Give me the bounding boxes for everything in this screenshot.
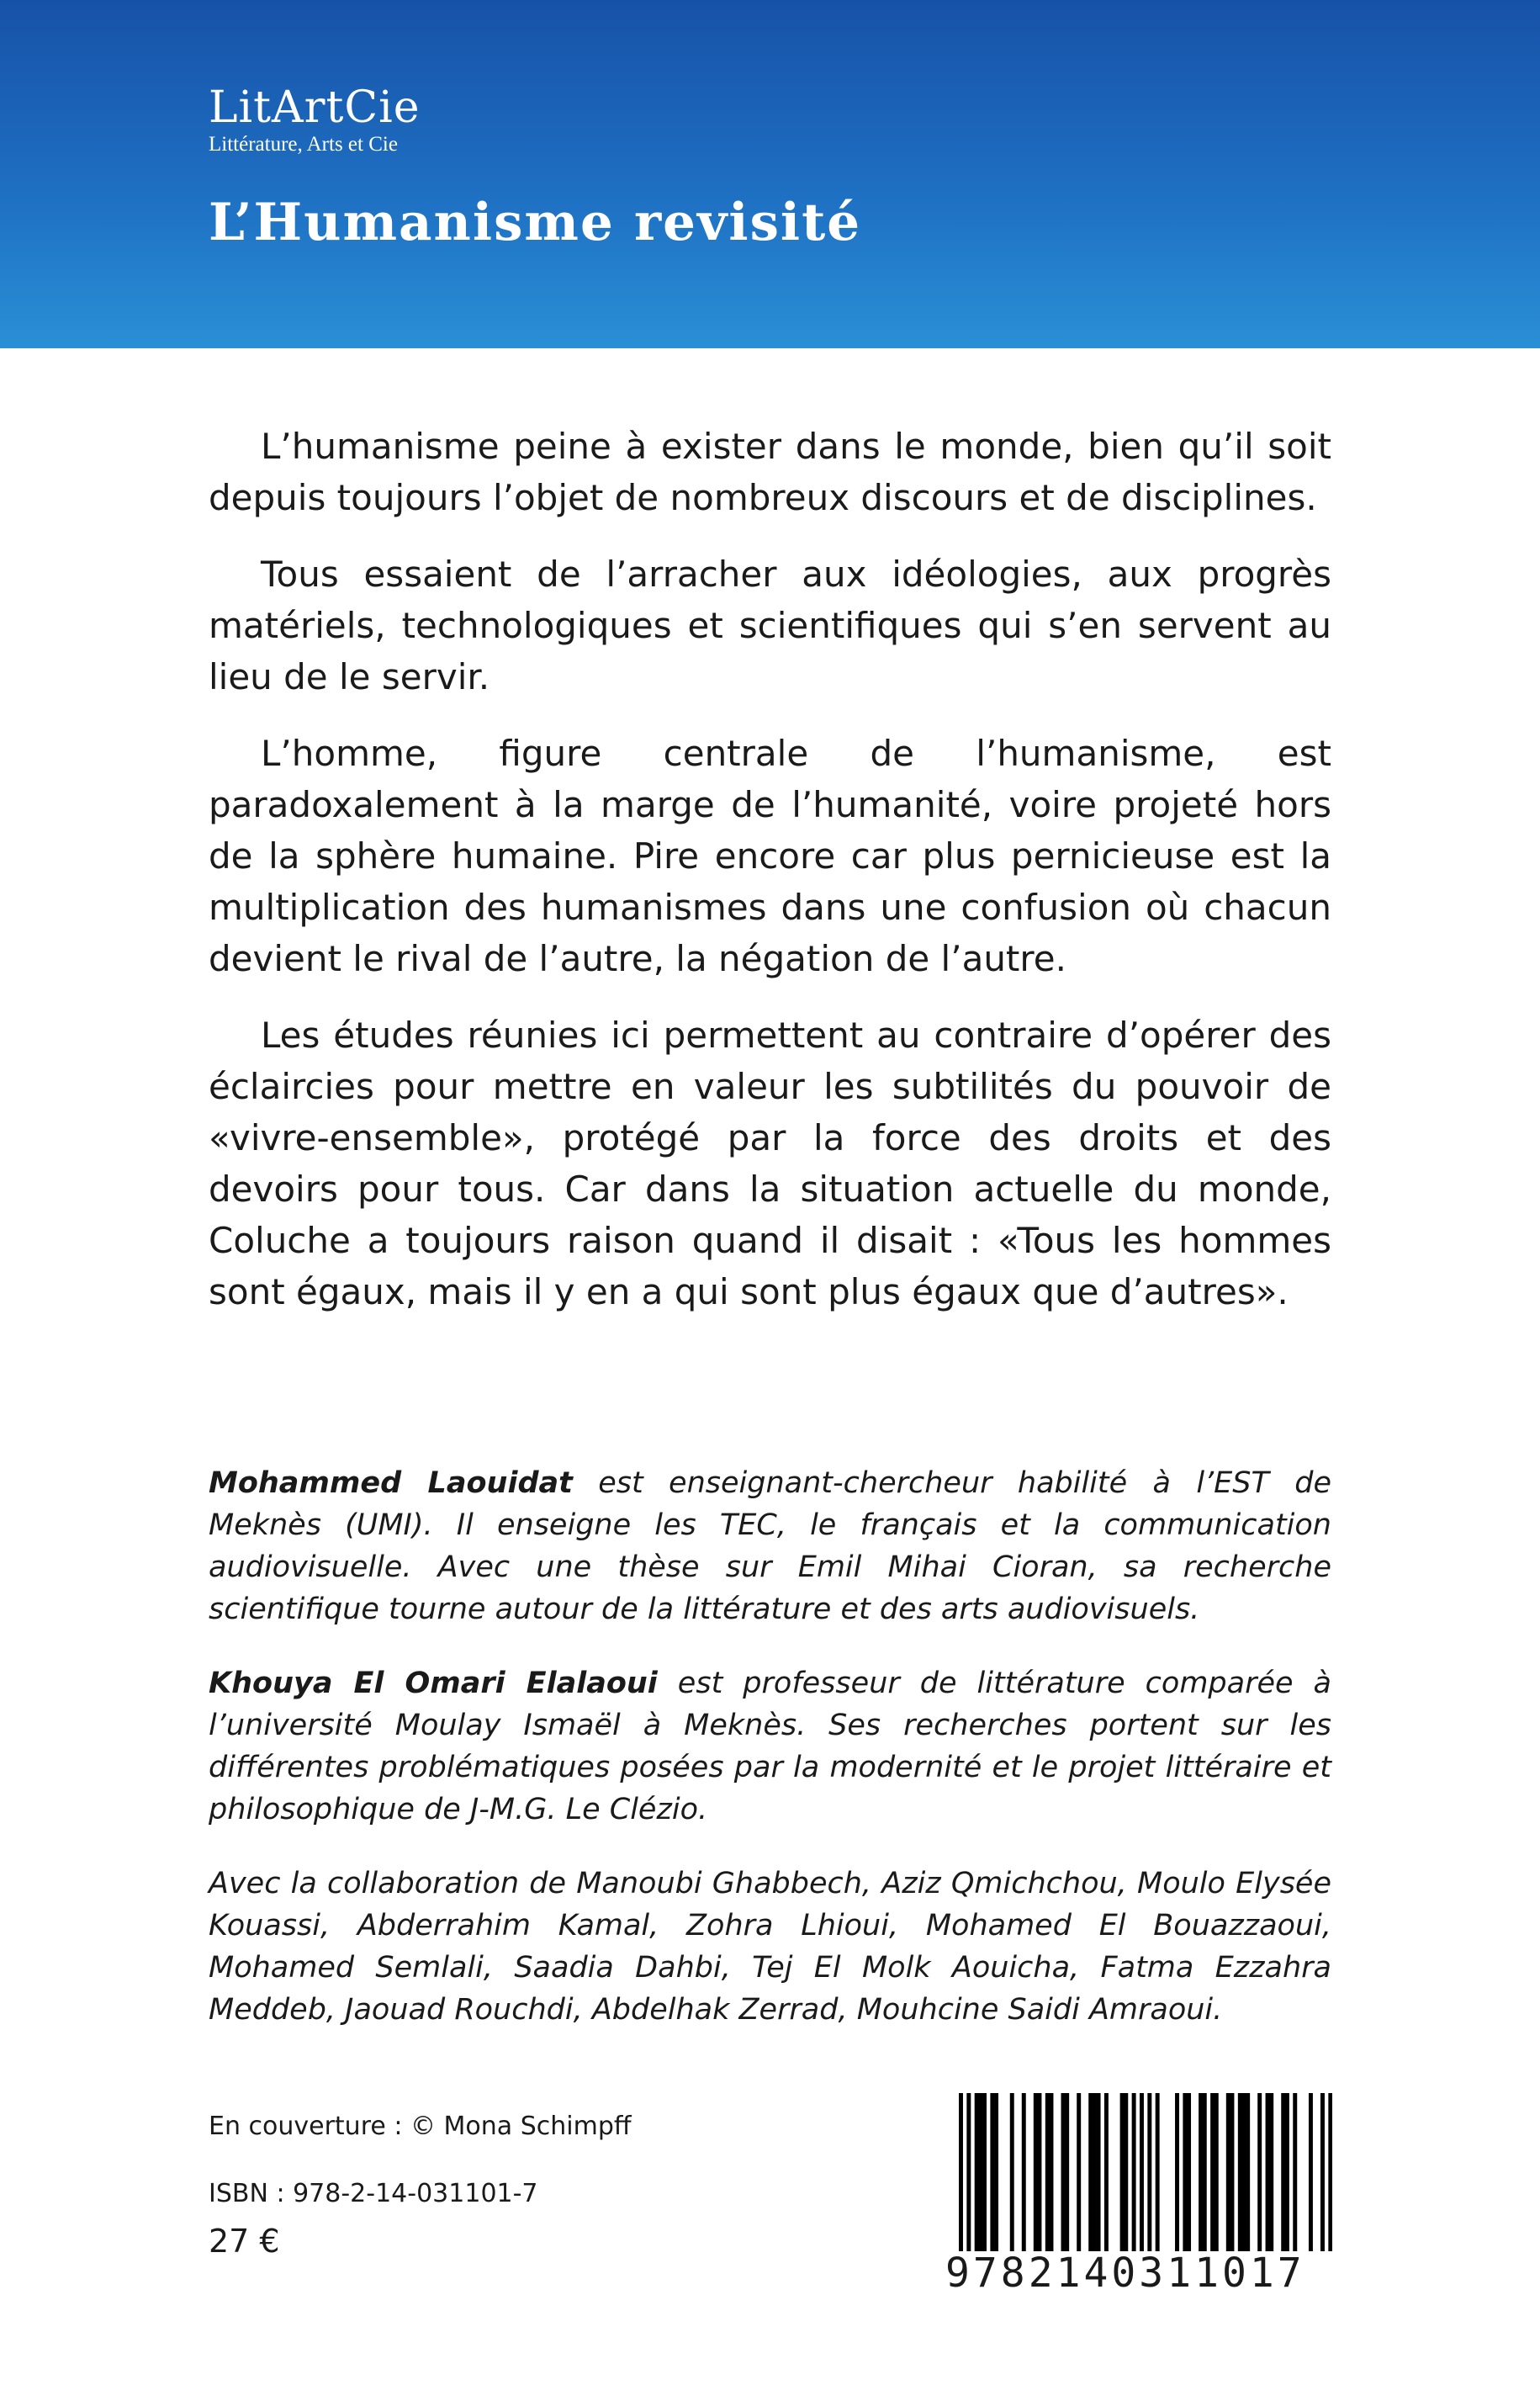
barcode-bar [1203,2093,1207,2251]
barcode-bar [1199,2093,1203,2251]
barcode-bar [1281,2093,1285,2251]
barcode-bar [1266,2093,1270,2251]
barcode-bar [1156,2093,1160,2251]
barcode-bar [1022,2093,1026,2251]
publisher-tagline: Littérature, Arts et Cie [209,133,398,156]
barcode-bar [1045,2093,1050,2251]
barcode-bar [1010,2093,1014,2251]
barcode-bar [1077,2093,1081,2251]
barcode-bar [1293,2093,1297,2251]
book-title: L’Humanisme revisité [209,193,862,252]
author-name: Khouya El Omari Elalaoui [209,1667,658,1700]
author-description: est enseignant-chercheur habilité à l’EST de Meknès (UMI). Il enseigne les TEC, le français et la communication audiovisuelle. Avec une thèse sur Emil Mihai Cioran, sa recherche scientifique tourne autour de la littérature et des arts audiovisuels. [209,1466,1331,1626]
barcode-bar [959,2093,963,2251]
barcode-bar [978,2093,982,2251]
barcode-bar [982,2093,987,2251]
barcode-bar [1320,2093,1325,2251]
barcode-bar [1309,2093,1313,2251]
author-bio [209,1662,1331,1831]
barcode-bar [1120,2093,1125,2251]
barcode-bar [966,2093,971,2251]
barcode-bar [1061,2093,1066,2251]
barcode-bar [1140,2093,1144,2251]
author-name: Mohammed Laouidat [209,1466,573,1500]
barcode-bar [1037,2093,1041,2251]
barcode-bar [1257,2093,1262,2251]
barcode-bar [1226,2093,1230,2251]
summary-paragraph: L’homme, figure centrale de l’humanisme, est paradoxalement à la marge de l’humanité, voire projeté hors de la sphère humaine. Pire encore car plus pernicieuse est la multiplication des humanismes dans une confusion où chacun devient le rival de l’autre, la négation de l’autre. [209,733,1331,979]
summary-paragraph: L’humanisme peine à exister dans le monde, bien qu’il soit depuis toujours l’objet de nombreux discours et de disciplines. [209,426,1331,518]
barcode-bar [1093,2093,1097,2251]
barcode-bar [994,2093,998,2251]
cover-header-band [0,0,1540,348]
barcode-bars [959,2093,1332,2251]
barcode-bar [1124,2093,1128,2251]
barcode-bar [1175,2093,1179,2251]
summary-paragraph: Les études réunies ici permettent au contraire d’opérer des éclaircies pour mettre en valeur les subtilités du pouvoir de «vivre-ensemble», protégé par la force des droits et des devoirs pour tous. Car dans la situation actuelle du monde, Coluche a toujours raison quand il disait : «Tous les hommes sont égaux, mais il y en a qui sont plus égaux que d’autres». [209,1015,1331,1312]
barcode-bar [1242,2093,1246,2251]
barcode-bar [1246,2093,1250,2251]
barcode-bar [1285,2093,1289,2251]
summary-paragraph: Tous essaient de l’arracher aux idéologies, aux progrès matériels, technologiques et scientifiques qui s’en servent au lieu de le servir. [209,554,1331,697]
barcode-bar [1147,2093,1151,2251]
barcode-bar [1328,2093,1332,2251]
barcode-bar [1034,2093,1038,2251]
barcode-bar [1088,2093,1093,2251]
author-description: est professeur de littérature comparée à l’université Moulay Ismaël à Meknès. Ses recherches portent sur les différentes problématiques posées par la modernité et le projet littéraire et philosophique de J-M.G. Le Clézio. [209,1667,1332,1826]
publisher-logo [209,82,421,156]
barcode-bar [1238,2093,1242,2251]
barcode-bar [1230,2093,1234,2251]
author-bios [209,1462,1331,2063]
collaborators: Avec la collaboration de Manoubi Ghabbech, Aziz Qmichchou, Moulo Elysée Kouassi, Abderrahim Kamal, Zohra Lhioui, Mohamed El Bouazzaoui, Mohamed Semlali, Saadia Dahbi, Tej El Molk Aouicha, Fatma Ezzahra Meddeb, Jaouad Rouchdi, Abdelhak Zerrad, Mouhcine Saidi Amraoui. [209,1867,1331,2027]
barcode-bar [1269,2093,1273,2251]
barcode-bar [1097,2093,1101,2251]
book-summary [209,421,1331,1343]
price: 27 € [209,2223,280,2260]
author-bio [209,1462,1331,1630]
barcode-bar [1104,2093,1109,2251]
barcode-bar [1065,2093,1069,2251]
barcode-bar [1215,2093,1219,2251]
isbn: ISBN : 978-2-14-031101-7 [209,2179,538,2208]
publisher-name: LitArtCie [209,82,421,133]
barcode-bar [1187,2093,1191,2251]
barcode-bar [1210,2093,1215,2251]
barcode-bar [975,2093,979,2251]
barcode-bar [1049,2093,1053,2251]
barcode-bar [1183,2093,1187,2251]
barcode-digits: 9782140311017 [945,2250,1305,2297]
barcode-bar [1132,2093,1136,2251]
barcode [959,2093,1332,2251]
barcode-bar [990,2093,994,2251]
cover-credit: En couverture : © Mona Schimpff [209,2112,632,2141]
